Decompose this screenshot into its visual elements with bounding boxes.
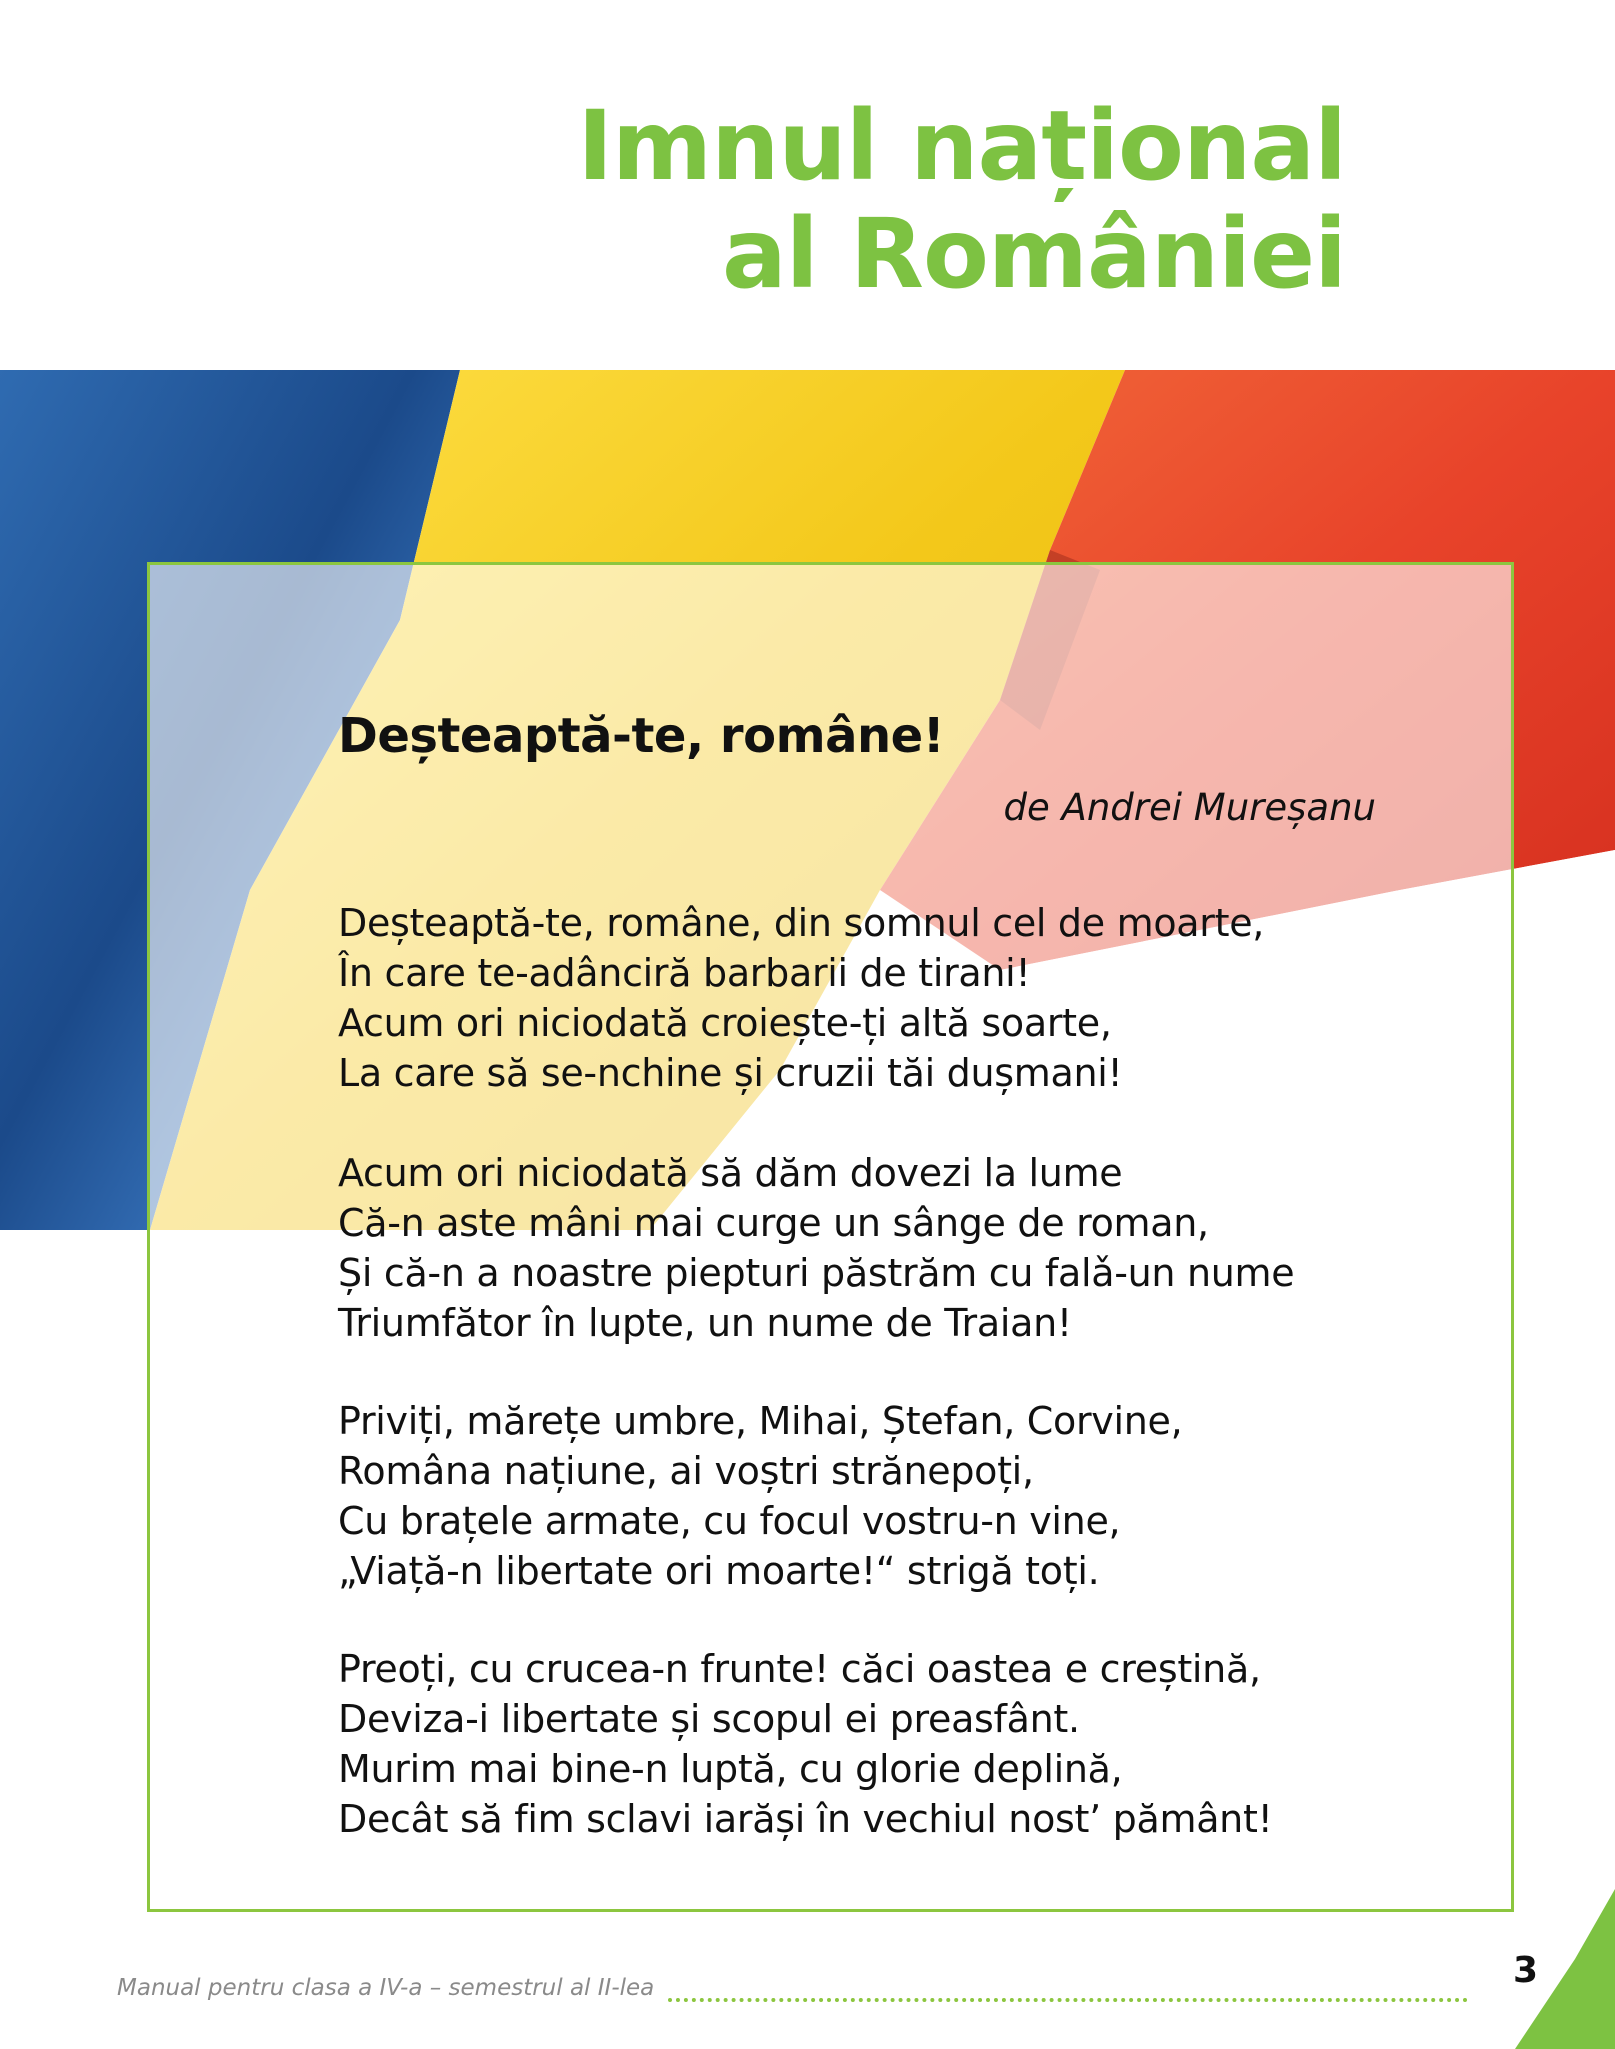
poem-line: Triumfător în lupte, un nume de Traian! — [338, 1301, 1072, 1345]
corner-accent-icon — [1512, 1889, 1615, 2049]
poem-line: La care să se-nchine și cruzii tăi dușmani! — [338, 1051, 1123, 1095]
poem-line: „Viață-n libertate ori moarte!“ strigă toți. — [338, 1549, 1100, 1593]
page-title-line-2: al României — [721, 198, 1346, 310]
poem-stanza-1 — [338, 898, 1264, 1098]
poem-line: Și că-n a noastre piepturi păstrăm cu falǎ-un nume — [338, 1251, 1295, 1295]
poem-line: Că-n aste mâni mai curge un sânge de roman, — [338, 1201, 1209, 1245]
page-number: 3 — [1512, 1950, 1538, 1991]
page-title — [577, 92, 1346, 308]
poem-line: Româna națiune, ai voștri strănepoți, — [338, 1449, 1034, 1493]
page-title-line-1: Imnul național — [577, 90, 1346, 202]
poem-line: Cu brațele armate, cu focul vostru-n vine, — [338, 1499, 1121, 1543]
poem-line: Murim mai bine-n luptă, cu glorie deplină, — [338, 1747, 1123, 1791]
poem-line: Decât să fim sclavi iarăși în vechiul nost’ pământ! — [338, 1797, 1273, 1841]
poem-line: Priviți, mărețe umbre, Mihai, Ștefan, Corvine, — [338, 1399, 1183, 1443]
poem-line: Acum ori niciodată croiește-ți altă soarte, — [338, 1001, 1112, 1045]
poem-line: În care te-adânciră barbarii de tirani! — [338, 951, 1031, 995]
poem-author: de Andrei Mureșanu — [1003, 786, 1376, 829]
poem-title: Deșteaptă-te, române! — [338, 708, 945, 764]
poem-line: Preoți, cu crucea-n frunte! căci oastea e creștină, — [338, 1647, 1261, 1691]
poem-line: Deșteaptă-te, române, din somnul cel de moarte, — [338, 901, 1265, 945]
poem-line: Deviza-i libertate și scopul ei preasfânt. — [338, 1697, 1080, 1741]
poem-stanza-2 — [338, 1148, 1294, 1348]
poem-stanza-3 — [338, 1396, 1182, 1596]
poem-line: Acum ori niciodată să dăm dovezi la lume — [338, 1151, 1123, 1195]
poem-stanza-4 — [338, 1644, 1273, 1844]
footer-dotted-rule — [668, 1998, 1468, 2002]
footer-text: Manual pentru clasa a IV-a – semestrul al II-lea — [117, 1975, 655, 2001]
